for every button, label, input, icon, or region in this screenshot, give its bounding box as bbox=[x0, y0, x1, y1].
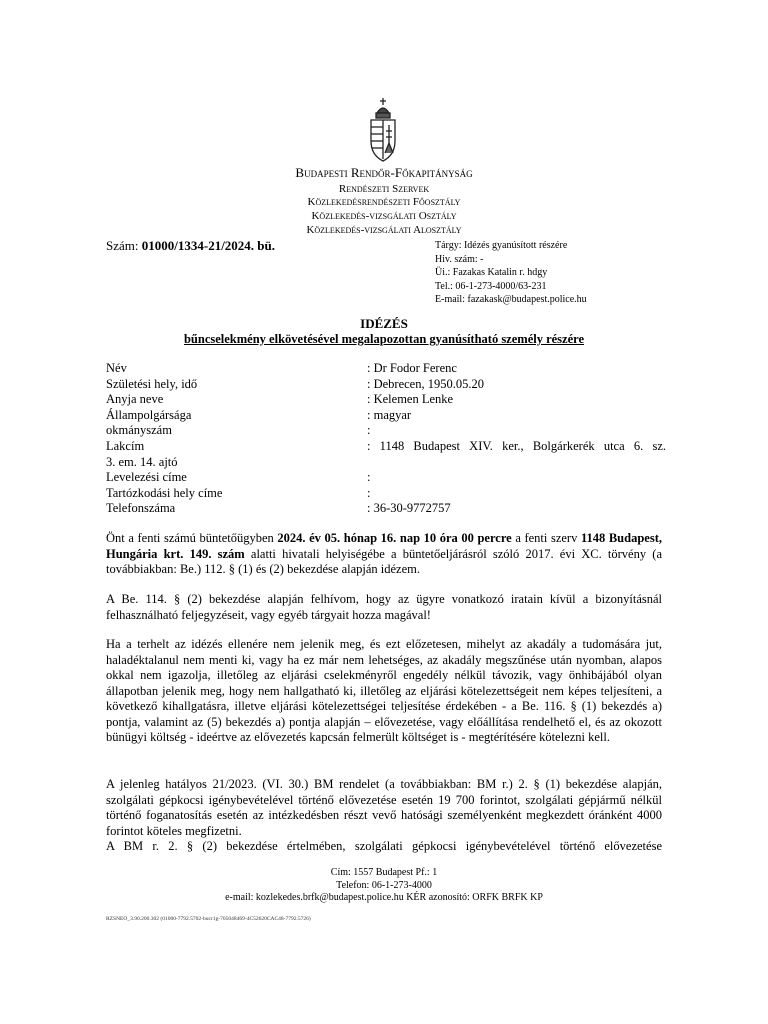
org-line-3: Közlekedés-vizsgálati Osztály bbox=[311, 210, 457, 222]
field-value bbox=[367, 455, 666, 471]
costs-text-continued: A BM r. 2. § (2) bekezdése értelmében, szolgálati gépkocsi igénybevételével történő elővezetése bbox=[106, 839, 662, 853]
summons-text-2: a fenti szerv bbox=[511, 531, 581, 545]
field-value: : Debrecen, 1950.05.20 bbox=[367, 376, 484, 391]
field-row bbox=[106, 470, 666, 486]
field-value: : 1148 Budapest XIV. ker., Bolgárkerék utca 6. sz. bbox=[367, 438, 666, 453]
document-code: RZSNEO_3.90.200.302 (01000-7792.5702-bucr1g-705048469-4C52620CAC48-7792.5726) bbox=[106, 916, 311, 922]
footer-phone: Telefon: 06-1-273-4000 bbox=[336, 880, 432, 891]
field-label: Állampolgársága bbox=[106, 407, 192, 422]
field-row bbox=[106, 455, 666, 471]
field-value: : bbox=[367, 423, 371, 438]
field-value: : Kelemen Lenke bbox=[367, 392, 454, 407]
org-line-4: Közlekedés-vizsgálati Alosztály bbox=[306, 224, 462, 236]
field-value: : bbox=[367, 470, 371, 485]
meta-ref-number: Hiv. szám: - bbox=[435, 253, 484, 265]
field-label: Lakcím bbox=[106, 438, 145, 453]
case-number bbox=[106, 238, 275, 254]
field-label: 3. em. 14. ajtó bbox=[106, 454, 178, 469]
document-subtitle: bűncselekmény elkövetésével megalapozottan gyanúsítható személy részére bbox=[183, 332, 585, 346]
costs-text: A jelenleg hatályos 21/2023. (VI. 30.) BM rendelet (a továbbiakban: BM r.) 2. § (1) bekezdése alapján, szolgálati gépkocsi igénybevételével történő elővezetése esetén 19 700 forintot, szolgálati gépjármű nélkül történő foganatosítás esetén az intézkedésben részt vevő hatósági személyenként megkezdett óránként 4000 forintot köteles megfizetni. bbox=[106, 777, 662, 838]
field-value: : Dr Fodor Ferenc bbox=[367, 361, 457, 375]
footer-address: Cím: 1557 Budapest Pf.: 1 bbox=[330, 867, 438, 878]
summons-paragraph bbox=[106, 531, 662, 578]
case-number-value: 01000/1334-21/2024. bü. bbox=[141, 238, 276, 253]
field-row bbox=[106, 392, 666, 408]
field-label: Telefonszáma bbox=[106, 501, 176, 516]
documents-paragraph: A Be. 114. § (2) bekezdése alapján felhívom, hogy az ügyre vonatkozó iratain kívül a bizonyításnál felhasználható feljegyzéseit, vagy egyéb tárgyait hozza magával! bbox=[106, 592, 662, 622]
field-label: Tartózkodási hely címe bbox=[106, 485, 223, 500]
consequences-paragraph: Ha a terhelt az idézés ellenére nem jelenik meg, és ezt előzetesen, mihelyt az akadály a tudomására jut, haladéktalanul nem menti ki, vagy ha ez már nem lehetséges, az akadály megszűnése után nyomban, alapos okkal nem igazolja, illetőleg az eljárási cselekményről engedély nélkül távozik, vagy önhibájából olyan állapotban jelenik meg, hogy nem hallgatható ki, illetőleg az eljárási kötelezettségeit nem képes teljesíteni, a következő kihallgatásra, illetve eljárási kötelezettségei teljesítése érdekében - a Be. 116. § (1) bekezdés a) pontja, valamint az (5) bekezdés a) pontja alapján – elővezetése, vagy előállítása rendelhető el, és az okozott bünügyi költség - ideértve az elővezetés kapcsán felmerült költséget is - megtérítésére kötelezni kell. bbox=[106, 637, 662, 744]
field-row bbox=[106, 501, 666, 517]
coat-of-arms-icon bbox=[363, 95, 403, 165]
field-row bbox=[106, 486, 666, 502]
document-title: IDÉZÉS bbox=[360, 316, 408, 331]
meta-email: E-mail: fazakask@budapest.police.hu bbox=[435, 294, 587, 306]
field-label: Születési hely, idő bbox=[106, 376, 198, 391]
summons-text-3: alatti hivatali helyiségébe a büntetőeljárásról szóló 2017. évi XC. törvény (a továbbiakban: Be.) 112. § (1) és (2) bekezdése alapján idézem. bbox=[106, 546, 662, 576]
case-number-label: Szám: bbox=[106, 238, 139, 253]
meta-phone: Tel.: 06-1-273-4000/63-231 bbox=[435, 280, 547, 292]
field-label: okmányszám bbox=[106, 423, 172, 438]
field-row bbox=[106, 361, 666, 377]
field-value: : magyar bbox=[367, 407, 412, 422]
meta-block bbox=[435, 239, 587, 307]
summons-address: 1148 Budapest, Hungária krt. 149. szám bbox=[106, 531, 662, 561]
field-row bbox=[106, 408, 666, 424]
org-name-main: Budapesti Rendőr-Főkapitányság bbox=[295, 165, 473, 180]
field-label: Név bbox=[106, 361, 127, 375]
field-row bbox=[106, 439, 666, 455]
summons-text-1: Önt a fenti számú büntetőügyben bbox=[106, 531, 278, 545]
field-row bbox=[106, 423, 666, 439]
summons-datetime: 2024. év 05. hónap 16. nap 10 óra 00 percre bbox=[277, 531, 512, 545]
costs-paragraph bbox=[106, 777, 662, 855]
org-line-2: Közlekedésrendészeti Főosztály bbox=[307, 196, 461, 208]
personal-data-table bbox=[106, 361, 666, 517]
footer-email: e-mail: kozlekedes.brfk@budapest.police.hu KÉR azonosító: ORFK BRFK KP bbox=[225, 892, 543, 903]
meta-subject: Tárgy: Idézés gyanúsított részére bbox=[435, 240, 568, 251]
field-label: Anyja neve bbox=[106, 392, 164, 407]
field-value: : bbox=[367, 485, 371, 500]
meta-officer: Üi.: Fazakas Katalin r. hdgy bbox=[435, 267, 548, 279]
field-label: Levelezési címe bbox=[106, 470, 187, 485]
field-row bbox=[106, 377, 666, 393]
field-value: : 36-30-9772757 bbox=[367, 501, 451, 516]
org-line-1: Rendészeti Szervek bbox=[338, 183, 430, 195]
